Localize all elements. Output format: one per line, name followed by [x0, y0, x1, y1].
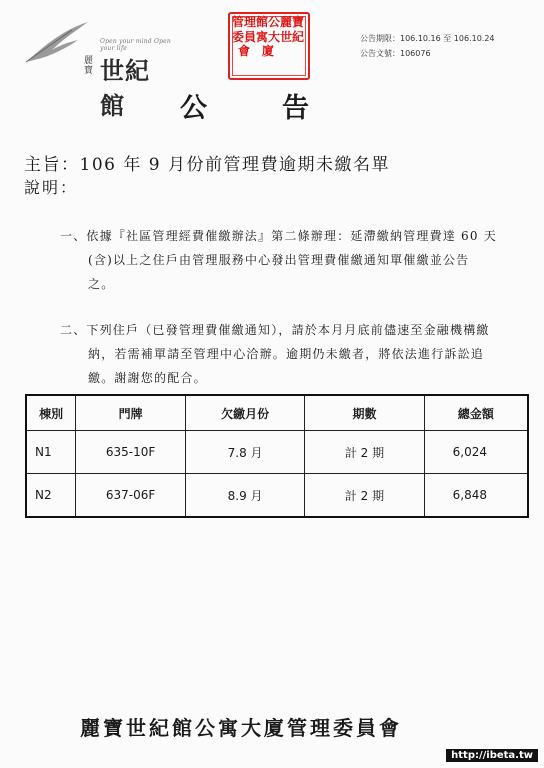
cell-periods: 計 2 期	[305, 474, 424, 518]
table-row	[26, 474, 528, 518]
logo-brand-small: 麗寶	[84, 56, 94, 76]
header-overdue-months: 欠繳月份	[185, 395, 304, 431]
paragraph-1-line: 之。	[88, 277, 115, 291]
paragraph-1-line: 一、依據『社區管理經費催繳辦法』第二條辦理：延滯繳納管理費達 60 天	[60, 229, 497, 243]
issuing-organization: 麗寶世紀館公寓大廈管理委員會	[80, 716, 402, 740]
title-char-1: 公	[180, 93, 213, 124]
cell-door-number: 637-06F	[76, 474, 186, 518]
building-logo	[22, 18, 172, 120]
cell-building: N2	[26, 474, 76, 518]
cell-periods: 計 2 期	[305, 431, 424, 474]
cell-total-amount: 6,848	[424, 474, 528, 518]
source-watermark: http://ibeta.tw	[446, 749, 538, 762]
paragraph-1	[60, 224, 500, 296]
paragraph-1-line: (含)以上之住戶由管理服務中心發出管理費催繳通知單催繳並公告	[88, 253, 470, 267]
quill-feather-icon	[22, 18, 92, 66]
explain-label: 說明：	[24, 178, 79, 197]
committee-seal	[228, 12, 310, 80]
logo-tagline: Open your mind Open your life	[100, 38, 171, 52]
cell-overdue-months: 7.8 月	[185, 431, 304, 474]
header-total-amount: 總金額	[424, 395, 528, 431]
seal-text-col-2: 館公寓大廈	[256, 15, 281, 58]
doc-no-value: 106076	[400, 49, 431, 58]
overdue-table	[25, 394, 529, 518]
seal-text-col-3: 管理委員會	[232, 15, 257, 58]
paragraph-2-line: 二、下列住戶（已發管理費催繳通知），請於本月月底前儘速至金融機構繳	[60, 323, 490, 337]
table-row	[26, 431, 528, 474]
header-door-number: 門牌	[76, 395, 186, 431]
paragraph-2-line: 繳。謝謝您的配合。	[88, 371, 207, 385]
seal-text-col-1: 麗寶世紀	[280, 15, 305, 44]
cell-overdue-months: 8.9 月	[185, 474, 304, 518]
header-periods: 期數	[305, 395, 424, 431]
header-building: 棟別	[26, 395, 76, 431]
logo-brand-name: 世紀館	[100, 56, 150, 120]
cell-door-number: 635-10F	[76, 431, 186, 474]
notice-meta	[360, 31, 495, 61]
period-value: 106.10.16 至 106.10.24	[400, 34, 495, 43]
title-char-2: 告	[282, 93, 315, 124]
cell-building: N1	[26, 431, 76, 474]
subject-line: 主旨：106 年 9 月份前管理費逾期未繳名單	[24, 155, 390, 175]
paragraph-2-line: 納，若需補單請至管理中心洽辦。逾期仍未繳者，將依法進行訴訟追	[88, 347, 485, 361]
table-header-row	[26, 395, 528, 431]
period-label: 公告期限：	[360, 34, 400, 43]
paragraph-2	[60, 318, 500, 390]
cell-total-amount: 6,024	[424, 431, 528, 474]
doc-no-label: 公告文號：	[360, 49, 400, 58]
